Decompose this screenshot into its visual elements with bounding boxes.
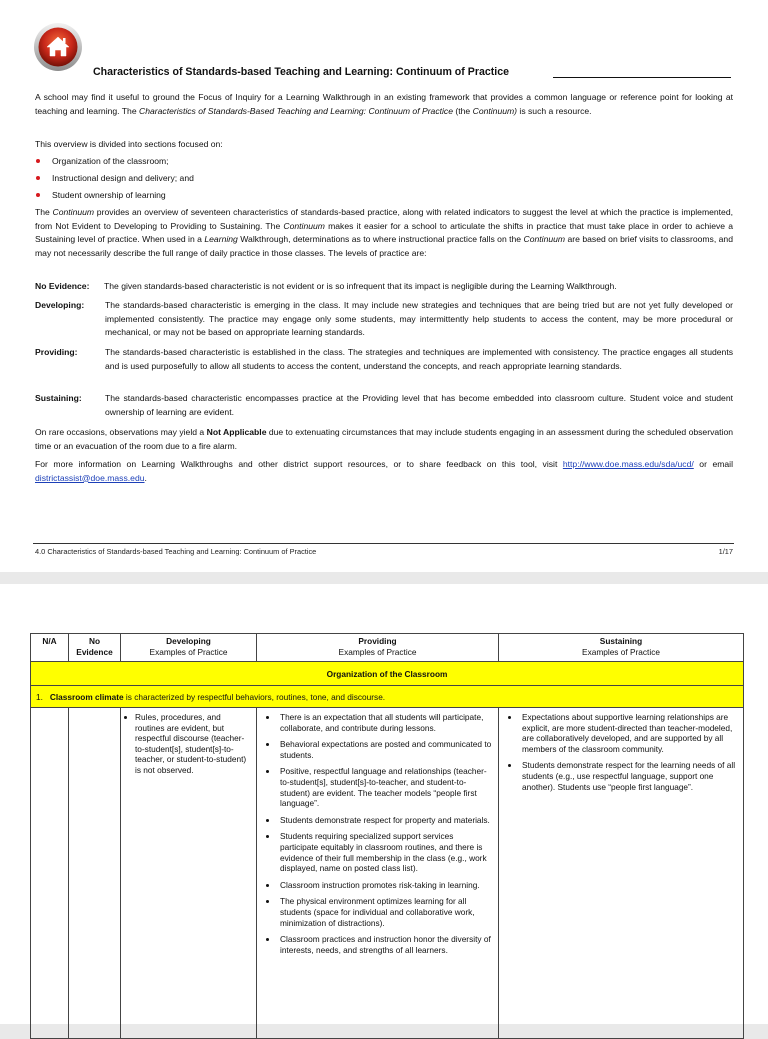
- list-item: The physical environment optimizes learning for all students (space for individual and collaborative work, minimization of distractions).: [265, 896, 492, 928]
- sustaining-cell: [499, 708, 744, 1039]
- not-applicable-paragraph: On rare occasions, observations may yield a Not Applicable due to extenuating circumstances that may include students engaging in an assessment during the scheduled observation time or an evacuation of the room due to a fire alarm.: [35, 427, 734, 451]
- list-item: Classroom practices and instruction honor the diversity of interests, needs, and strengths of all learners.: [265, 934, 492, 955]
- sections-intro: This overview is divided into sections focused on:: [35, 139, 223, 149]
- header-na: N/A: [31, 634, 69, 662]
- continuum-paragraph: The Continuum provides an overview of seventeen characteristics of standards-based practice, along with related indicators to suggest the level at which the practice is implemented, from Not Evident to Developing to Providing to Sustaining. The Continuum makes it easier for a school to articulate the shifts in practice that must take place in order to achieve a Sustaining level of practice. When used in a Learning Walkthrough, determinations as to where instructional practice falls on the Continuum are based on brief visits to classrooms, and may not necessarily describe the full range of daily practice in those classes. The levels of practice are:: [35, 207, 733, 258]
- list-item: Rules, procedures, and routines are evident, but respectful discourse (teacher-to-student[s], student[s]-to-teacher, or student-to-student) is not observed.: [123, 712, 250, 776]
- list-item: Expectations about supportive learning relationships are explicit, are more student-directed than teacher-modeled, are collaboratively developed, and are supported by all members of the classroom community.: [507, 712, 737, 754]
- list-item: Instructional design and delivery; and: [35, 170, 194, 187]
- doe-website-link[interactable]: http://www.doe.mass.edu/sda/ucd/: [562, 459, 694, 469]
- list-item: Organization of the classroom;: [35, 153, 194, 170]
- table-row: [31, 708, 744, 1039]
- list-item: Positive, respectful language and relationships (teacher-to-student[s], student[s]-to-teacher, and student-to-student) are evident. The teacher models “people first language”.: [265, 766, 492, 808]
- na-cell: [31, 708, 69, 1039]
- document-page-2: [0, 584, 768, 1024]
- list-item: There is an expectation that all students will participate, collaborate, and contribute during lessons.: [265, 712, 492, 733]
- continuum-table: [30, 633, 744, 1039]
- footer-divider: [33, 543, 734, 544]
- level-sustaining: Sustaining: The standards-based characteristic encompasses practice at the Providing level that has become embedded into classroom culture. Student voice and student ownership of learning are evident.: [35, 393, 733, 417]
- level-no-evidence: No Evidence: The given standards-based characteristic is not evident or is so infrequent that its impact is negligible during the Learning Walkthrough.: [35, 281, 617, 291]
- characteristic-row: [31, 686, 744, 708]
- no-evidence-cell: [69, 708, 121, 1039]
- header-providing: Providing Examples of Practice: [257, 634, 499, 662]
- characteristic-heading: 1. Classroom climate is characterized by respectful behaviors, routines, tone, and discourse.: [31, 686, 744, 708]
- section-title-row: [31, 662, 744, 686]
- developing-cell: [121, 708, 257, 1039]
- intro-paragraph: A school may find it useful to ground the Focus of Inquiry for a Learning Walkthrough in an existing framework that provides a common language or reference point for looking at teaching and learning. The Characteristics of Standards-Based Teaching and Learning: Continuum of Practice (the Continuum) is such a resource.: [35, 92, 733, 116]
- header-no-evidence: No Evidence: [69, 634, 121, 662]
- header-sustaining: Sustaining Examples of Practice: [499, 634, 744, 662]
- section-title: Organization of the Classroom: [31, 662, 744, 686]
- email-link[interactable]: districtassist@doe.mass.edu: [35, 472, 145, 483]
- more-info-paragraph: For more information on Learning Walkthroughs and other district support resources, or to share feedback on this tool, visit http://www.doe.mass.edu/sda/ucd/ or email districtassist@doe.mass.edu.: [35, 459, 733, 483]
- home-icon[interactable]: [33, 22, 83, 72]
- page-number: 1/17: [718, 547, 733, 556]
- list-item: Students demonstrate respect for the learning needs of all students (e.g., use respectful language, support one another). Students use “people first language”.: [507, 760, 737, 792]
- level-developing: Developing: The standards-based characteristic is emerging in the class. It may include new strategies and techniques that are being tried but are not yet fully developed or implemented consistently. The practice may engage only some students, may intermittently help students to access the content, may be more procedural or mechanical, or may not be based on appropriate learning standards.: [35, 300, 733, 338]
- header-developing: Developing Examples of Practice: [121, 634, 257, 662]
- level-providing: Providing: The standards-based characteristic is established in the class. The strategies and techniques are implemented with consistency. The practice engages all students and is used purposefully to allow all students to access the content, understand the concepts, and reach appropriate learning standards.: [35, 347, 733, 371]
- list-item: Classroom instruction promotes risk-taking in learning.: [265, 880, 492, 891]
- providing-cell: [257, 708, 499, 1039]
- title-underline: [553, 77, 731, 78]
- list-item: Students requiring specialized support services participate equitably in classroom routines, and there is evidence of their full membership in the class (e.g., work displayed, name on posted class list).: [265, 831, 492, 873]
- page-title: Characteristics of Standards-based Teaching and Learning: Continuum of Practice: [93, 66, 509, 78]
- footer-title: 4.0 Characteristics of Standards-based Teaching and Learning: Continuum of Practice: [35, 547, 317, 556]
- list-item: Students demonstrate respect for property and materials.: [265, 815, 492, 826]
- list-item: Behavioral expectations are posted and communicated to students.: [265, 739, 492, 760]
- table-header-row: [31, 634, 744, 662]
- sections-list: [35, 153, 194, 204]
- list-item: Student ownership of learning: [35, 187, 194, 204]
